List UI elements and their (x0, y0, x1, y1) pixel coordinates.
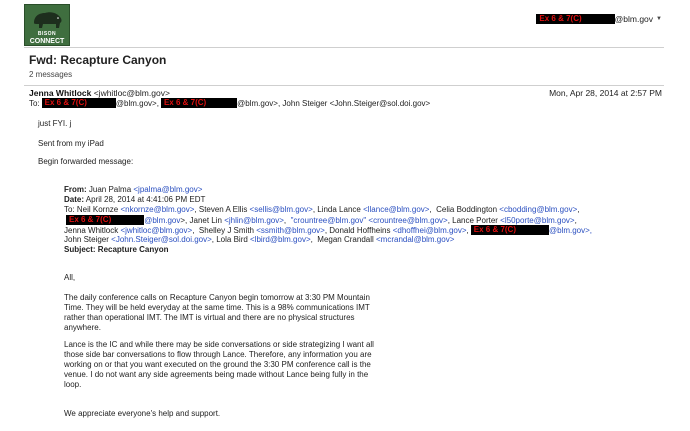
fwd-separator: , (283, 215, 291, 225)
fwd-recipient: >, Janet Lin (180, 215, 225, 225)
thread-subject: Fwd: Recapture Canyon (29, 53, 167, 67)
fwd-recipient-email[interactable]: <jhlin@blm.gov> (224, 215, 284, 225)
fwd-recipient-email[interactable]: <nkornze@blm.gov> (120, 205, 195, 214)
fwd-recipient-email[interactable]: <cbodding@blm.gov> (499, 205, 578, 214)
fwd-recipient-email[interactable]: <llance@blm.gov> (363, 205, 430, 214)
logo-text-line2: CONNECT (29, 38, 65, 45)
fwd-recipient-email[interactable]: <sellis@blm.gov> (249, 205, 313, 214)
message-count: 2 messages (29, 70, 73, 79)
divider (24, 85, 664, 86)
redaction-box-extension (90, 98, 116, 108)
redaction-box-extension (209, 98, 237, 108)
sender-name: Jenna Whitlock (29, 88, 92, 98)
fwd-to-line-2 (64, 215, 577, 225)
fwd-recipient-email[interactable]: <mcrandal@blm.gov> (376, 235, 455, 244)
body-line: just FYI. j (38, 119, 72, 128)
fwd-recipient-email[interactable]: <l50porte@blm.gov> (500, 215, 575, 225)
fwd-from-line (64, 185, 202, 194)
fwd-recipient-email[interactable]: <lbird@blm.gov> (250, 235, 311, 244)
message-date: Mon, Apr 28, 2014 at 2:57 PM (549, 88, 662, 98)
fwd-recipient: Neil Kornze (74, 205, 121, 214)
fwd-subject-label: Subject: (64, 245, 96, 254)
fwd-recipient: , Megan Crandall (310, 235, 376, 244)
redaction-box-extension (114, 215, 144, 225)
fwd-recipient: John Steiger (64, 235, 112, 244)
body-line: Sent from my iPad (38, 139, 104, 148)
redaction-box: Ex 6 & 7(C) (161, 98, 209, 108)
body-greeting: All, (64, 273, 76, 282)
fwd-from-name: Juan Palma (86, 185, 134, 194)
body-paragraph-1: The daily conference calls on Recapture Canyon begin tomorrow at 3:30 PM Mountain Time. They will be held everyday at the same time. This is a 98% communications IMT rather than operational IMT. The IMT is virtual and there are no physical structures anywhere. (64, 293, 370, 332)
redaction-box: Ex 6 & 7(C) (471, 225, 519, 235)
fwd-separator: , (466, 225, 469, 235)
bison-icon (31, 9, 65, 31)
sender-email: <jwhitloc@blm.gov> (93, 88, 170, 98)
fwd-recipient: , Steven A Ellis (194, 205, 250, 214)
fwd-recipient-email[interactable]: <dhoffhei@blm.gov> (392, 225, 467, 235)
fwd-to-line-4 (64, 235, 454, 244)
fwd-date-label: Date: (64, 195, 85, 204)
to-label: To: (29, 98, 40, 108)
fwd-recipient: , Lola Bird (211, 235, 251, 244)
fwd-recipient: , Donald Hoffheins (324, 225, 393, 235)
redaction-box-extension (585, 14, 615, 24)
fwd-recipient-email[interactable]: "crountree@blm.gov" <crountree@blm.gov> (290, 215, 448, 225)
fwd-recipient-email[interactable]: <John.Steiger@sol.doi.gov> (111, 235, 212, 244)
fwd-recipient: , Celia Boddington (429, 205, 500, 214)
fwd-recipient: Jenna Whitlock (64, 225, 121, 235)
fwd-separator: , (574, 215, 577, 225)
body-line: Begin forwarded message: (38, 157, 134, 166)
to-part2: @blm.gov>, John Steiger <John.Steiger@sol.doi.gov> (237, 98, 431, 108)
chevron-down-icon[interactable]: ▼ (656, 16, 662, 22)
logo-text-line1: BISON (37, 31, 57, 37)
fwd-date: April 28, 2014 at 4:41:06 PM EDT (84, 195, 206, 204)
message-sender[interactable] (29, 88, 170, 98)
redaction-box-extension (519, 225, 549, 235)
fwd-recipient-email[interactable]: @blm.gov>, (549, 225, 593, 235)
fwd-from-email[interactable]: <jpalma@blm.gov> (133, 185, 203, 194)
fwd-subject-line (64, 245, 168, 254)
fwd-recipient-email[interactable]: @blm.gov (144, 215, 181, 225)
redaction-box: Ex 6 & 7(C) (536, 14, 584, 24)
account-menu[interactable] (536, 14, 662, 24)
message-recipients[interactable] (29, 98, 430, 108)
bison-connect-logo[interactable] (24, 4, 70, 46)
fwd-recipient: , Shelley J Smith (192, 225, 257, 235)
fwd-to-line-1 (64, 205, 579, 214)
body-paragraph-3: We appreciate everyone's help and support. (64, 409, 221, 418)
redaction-box: Ex 6 & 7(C) (42, 98, 90, 108)
redaction-box: Ex 6 & 7(C) (66, 215, 114, 225)
fwd-subject: Recapture Canyon (95, 245, 169, 254)
to-part1: @blm.gov>, (115, 98, 159, 108)
divider (24, 47, 664, 48)
fwd-to-line-3 (64, 225, 592, 235)
body-paragraph-2: Lance is the IC and while there may be side conversations or side strategizing I want all those side bar conversations to flow through Lance. Therefore, any information you are working on or that you want executed on the ground the 3:30 PM conference call is the venue. I do not want any side agreements being made without Lance being fully in the loop. (64, 340, 374, 389)
fwd-date-line (64, 195, 205, 204)
fwd-recipient: , Linda Lance (312, 205, 364, 214)
fwd-separator: , (577, 205, 580, 214)
account-domain: @blm.gov (614, 14, 654, 24)
fwd-recipient-email[interactable]: <jwhitloc@blm.gov> (120, 225, 193, 235)
fwd-recipient: , Lance Porter (447, 215, 501, 225)
fwd-from-label: From: (64, 185, 87, 194)
fwd-recipient-email[interactable]: <ssmith@blm.gov> (256, 225, 325, 235)
fwd-to-label: To: (64, 205, 75, 214)
